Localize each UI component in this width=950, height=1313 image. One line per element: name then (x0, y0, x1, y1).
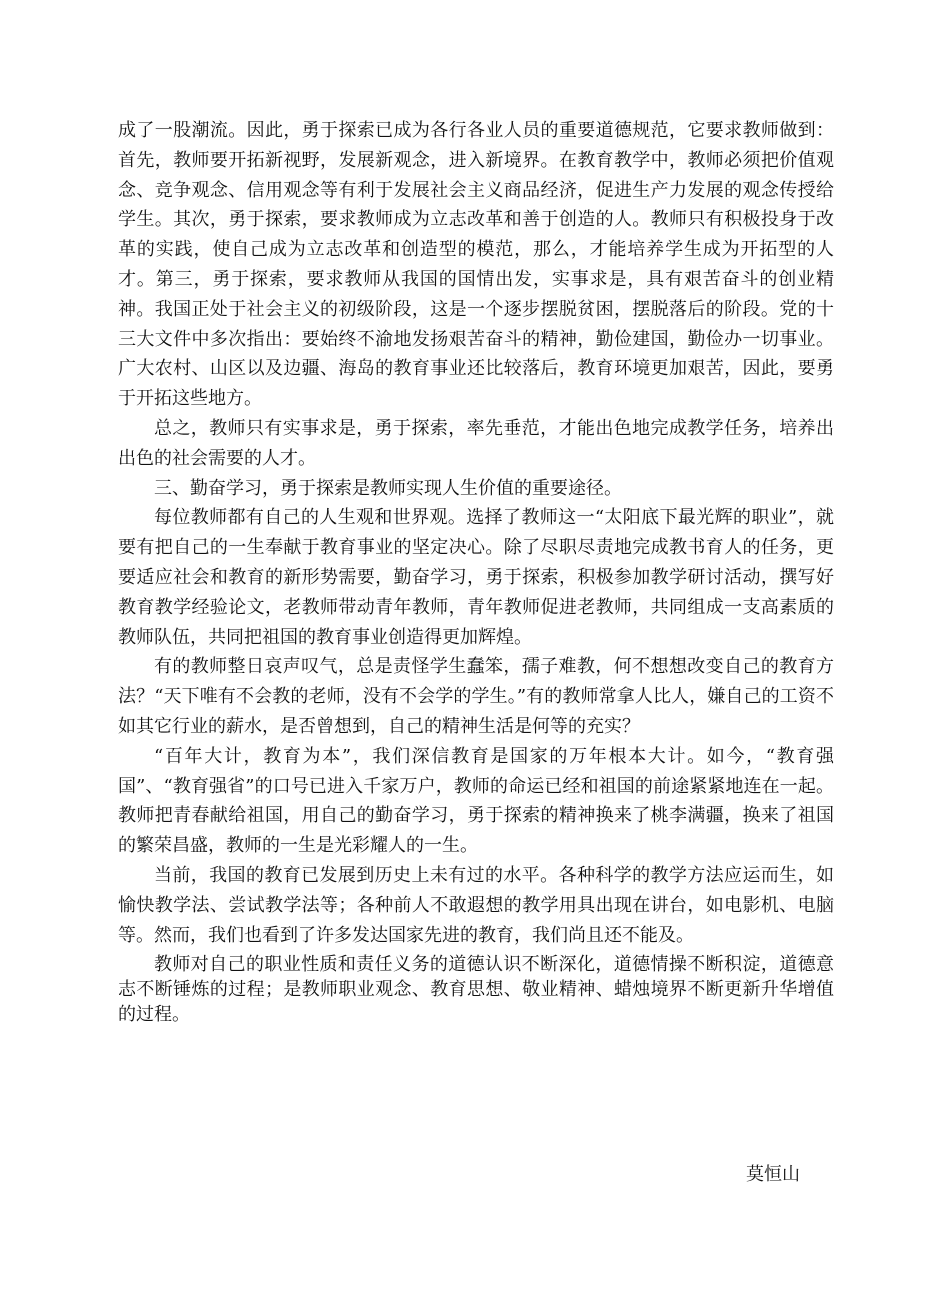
paragraph-current-state: 当前，我国的教育已发展到历史上未有过的水平。各种科学的教学方法应运而生，如愉快教学法、尝试教学法等；各种前人不敢遐想的教学用具出现在讲台，如电影机、电脑等。然而，我们也看到了许多发达国家先进的教育，我们尚且还不能及。 (118, 864, 834, 946)
document-body (118, 116, 834, 1027)
paragraph-summary: 总之，教师只有实事求是，勇于探索，率先垂范，才能出色地完成教学任务，培养出出色的社会需要的人才。 (118, 417, 834, 469)
paragraph-education-plan: “百年大计，教育为本”，我们深信教育是国家的万年根本大计。如今，“教育强国”、“教育强省”的口号已进入千家万户，教师的命运已经和祖国的前途紧紧地连在一起。教师把青春献给祖国，用自己的勤奋学习，勇于探索的精神换来了桃李满疆，换来了祖国的繁荣昌盛，教师的一生是光彩耀人的一生。 (118, 745, 834, 857)
paragraph-continuation: 成了一股潮流。因此，勇于探索已成为各行各业人员的重要道德规范，它要求教师做到：首先，教师要开拓新视野，发展新观念，进入新境界。在教育教学中，教师必须把价值观念、竞争观念、信用观念等有利于发展社会主义商品经济，促进生产力发展的观念传授给学生。其次，勇于探索，要求教师成为立志改革和善于创造的人。教师只有积极投身于改革的实践，使自己成为立志改革和创造型的模范，那么，才能培养学生成为开拓型的人才。第三，勇于探索，要求教师从我国的国情出发，实事求是，具有艰苦奋斗的创业精神。我国正处于社会主义的初级阶段，这是一个逐步摆脱贫困，摆脱落后的阶段。党的十三大文件中多次指出：要始终不渝地发扬艰苦奋斗的精神，勤俭建国，勤俭办一切事业。广大农村、山区以及边疆、海岛的教育事业还比较落后，教育环境更加艰苦，因此，要勇于开拓这些地方。 (118, 120, 834, 410)
section-heading-three: 三、勤奋学习，勇于探索是教师实现人生价值的重要途径。 (154, 477, 622, 499)
paragraph-conclusion: 教师对自己的职业性质和责任义务的道德认识不断深化，道德情操不断积淀，道德意志不断锤炼的过程；是教师职业观念、教育思想、敬业精神、蜡烛境界不断更新升华增值的过程。 (118, 954, 834, 1026)
author-signature: 莫恒山 (746, 1164, 800, 1185)
paragraph-worldview: 每位教师都有自己的人生观和世界观。选择了教师这一“太阳底下最光辉的职业”，就要有把自己的一生奉献于教育事业的坚定决心。除了尽职尽责地完成教书育人的任务，更要适应社会和教育的新形势需要，勤奋学习，勇于探索，积极参加教学研讨活动，撰写好教育教学经验论文，老教师带动青年教师，青年教师促进老教师，共同组成一支高素质的教师队伍，共同把祖国的教育事业创造得更加辉煌。 (118, 507, 834, 648)
paragraph-complaints: 有的教师整日哀声叹气，总是责怪学生蠢笨，孺子难教，何不想想改变自己的教育方法？“天下唯有不会教的老师，没有不会学的学生。”有的教师常拿人比人，嫌自己的工资不如其它行业的薪水，是否曾想到，自己的精神生活是何等的充实？ (118, 656, 834, 737)
